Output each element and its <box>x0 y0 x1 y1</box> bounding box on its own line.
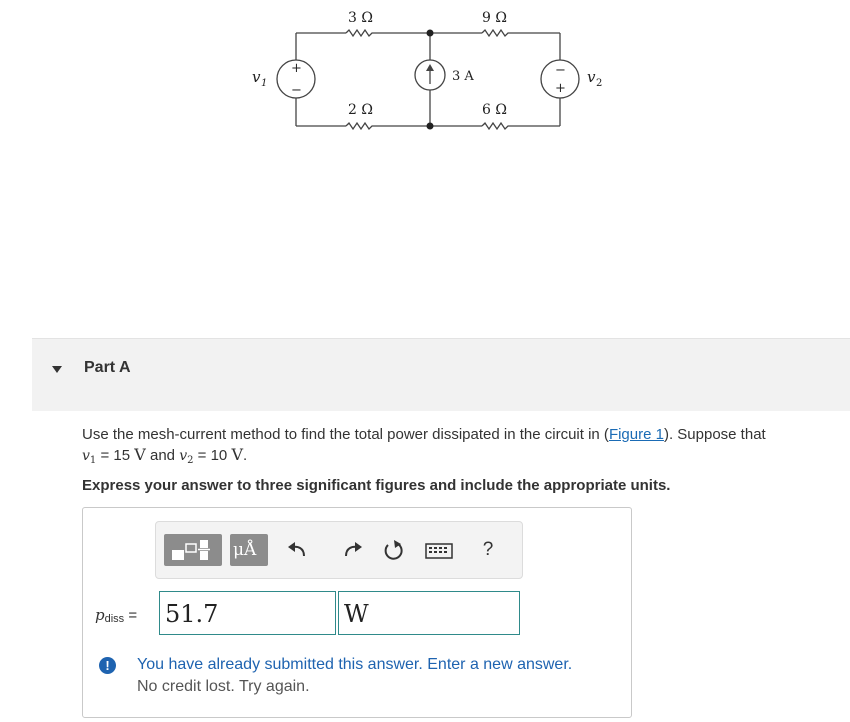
v1-plus: + <box>291 61 302 76</box>
math-toolbar <box>155 521 523 579</box>
r-top-right-label: 9 Ω <box>482 10 507 26</box>
keyboard-button[interactable] <box>424 540 456 560</box>
figure-link[interactable]: Figure 1 <box>608 426 664 443</box>
redo-button[interactable] <box>338 538 366 562</box>
part-a-header[interactable] <box>32 338 850 411</box>
resistor-3ohm <box>346 30 374 36</box>
node-top <box>427 30 434 37</box>
feedback-line2: No credit lost. Try again. <box>137 678 310 695</box>
answer-variable-label: pdiss = <box>95 606 138 625</box>
r-top-left-label: 3 Ω <box>348 10 373 26</box>
redo-icon <box>338 538 366 562</box>
help-button[interactable]: ? <box>482 539 494 560</box>
units-button[interactable] <box>230 534 268 566</box>
instructions: Express your answer to three significant figures and include the appropriate units. <box>82 477 671 494</box>
templates-icon <box>164 534 222 566</box>
reset-button[interactable] <box>380 538 408 562</box>
undo-button[interactable] <box>284 538 312 562</box>
units-label: μÅ <box>233 540 257 560</box>
keyboard-icon <box>424 540 456 560</box>
circuit-diagram <box>240 0 603 140</box>
r-bottom-left-label: 2 Ω <box>348 102 373 118</box>
undo-icon <box>284 538 312 562</box>
current-source-label: 3 A <box>452 69 474 84</box>
resistor-2ohm <box>346 123 374 129</box>
v2-minus: − <box>555 63 566 78</box>
collapse-caret-icon[interactable] <box>52 366 62 373</box>
problem-statement: Use the mesh-current method to find the total power dissipated in the circuit in (Figure 1). Suppose that $v_1 = 15$ V and $v_2 = 10$ V. <box>82 426 766 466</box>
feedback-line1: You have already submitted this answer. Enter a new answer. <box>137 656 573 673</box>
resistor-9ohm <box>482 30 510 36</box>
v1-sub: 1 <box>261 78 268 89</box>
answer-unit-input[interactable]: W <box>338 591 520 635</box>
resistor-6ohm <box>482 123 510 129</box>
v2-sub: 2 <box>596 78 603 89</box>
v2-plus: + <box>555 81 566 96</box>
reset-icon <box>380 538 408 562</box>
r-bottom-right-label: 6 Ω <box>482 102 507 118</box>
templates-button[interactable] <box>164 534 222 566</box>
part-title: Part A <box>84 359 131 376</box>
answer-box <box>82 507 632 718</box>
v1-label: v <box>252 68 261 86</box>
node-bottom <box>427 123 434 130</box>
alert-icon: ! <box>99 657 116 674</box>
answer-value-input[interactable]: 51.7 <box>159 591 336 635</box>
v1-minus: − <box>291 83 302 98</box>
v2-label: v <box>587 68 596 86</box>
